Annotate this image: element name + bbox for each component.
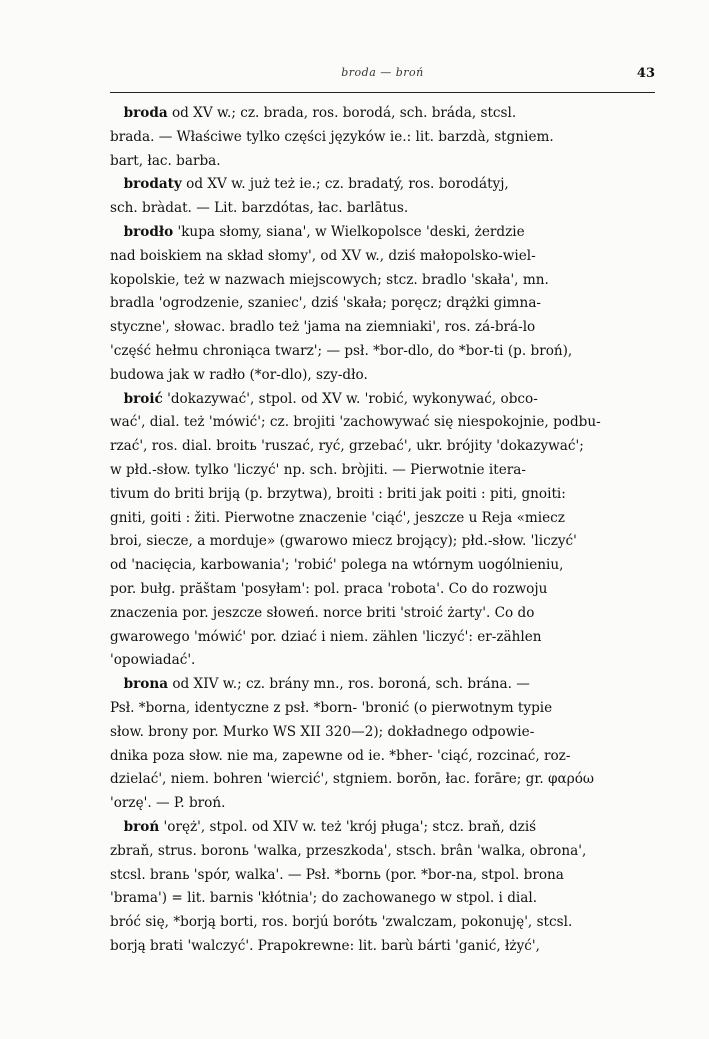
entry-broda [110, 102, 655, 173]
entry-line-text: znaczenia por. jeszcze słoweń. norce briti 'stroić żarty'. Co do [110, 604, 535, 621]
headword: brodło [123, 223, 174, 240]
entry-line-text: nad boiskiem na skład słomy', od XV w., dziś małopolsko-wiel- [110, 247, 536, 264]
entry-line-text: stcsl. branь 'spór, walka'. — Psł. *bornь (por. *bor-na, stpol. brona [110, 866, 564, 883]
entry-line-text: gniti, goiti : žiti. Pierwotne znaczenie 'ciąć', jeszcze u Reja «miecz [110, 509, 565, 526]
entry-line-text: zbraň, strus. boronь 'walka, przeszkoda', stsch. brân 'walka, obrona', [110, 842, 587, 859]
entry-line-text: 'część hełmu chroniąca twarz'; — psł. *bor-dlo, do *bor-ti (p. broń), [110, 342, 573, 359]
entry-line-text: od XV w.; cz. brada, ros. borodá, sch. bráda, stcsl. [167, 105, 517, 121]
entry-line-text: 'kupa słomy, siana', w Wielkopolsce 'deski, żerdzie [173, 223, 525, 240]
entry-line-text: broi, siecze, a morduje» (gwarowo miecz brojący); płd.-słow. 'liczyć' [110, 533, 577, 550]
entry-line-text: brada. — Właściwe tylko części języków ie.: lit. barzdà, stgniem. [110, 128, 554, 145]
headword: broić [123, 390, 163, 407]
running-head [110, 66, 655, 90]
entry-bron [110, 816, 655, 959]
entry-line-text: od XIV w.; cz. brány mn., ros. boroná, sch. brána. — [168, 676, 530, 693]
entry-line-text: budowa jak w radło (*or-dlo), szy-dło. [110, 366, 368, 383]
entry-brodlo [110, 221, 655, 388]
entry-line-text: dzielać', niem. bohren 'wiercić', stgniem. borōn, łac. forāre; gr. φαρόω [110, 771, 594, 788]
entry-line-text: słow. brony por. Murko WS XII 320—2); dokładnego odpowie- [110, 723, 535, 740]
entry-line-text: bart, łac. barba. [110, 152, 221, 169]
entry-line-text: 'brama') = lit. barnis 'kłótnia'; do zachowanego w stpol. i dial. [110, 890, 538, 907]
entry-line-text: borją brati 'walczyć'. Prapokrewne: lit. barù bárti 'ganić, łżyć', [110, 937, 540, 954]
entry-line-text: 'opowiadać'. [110, 652, 196, 669]
entry-line-text: bróć się, *borją borti, ros. borjú borótь 'zwalczam, pokonuję', stcsl. [110, 914, 573, 931]
entry-line-text: gwarowego 'mówić' por. dziać i niem. zählen 'liczyć': er-zählen [110, 628, 542, 645]
entry-line-text: od 'nacięcia, karbowania'; 'robić' polega na wtórnym uogólnieniu, [110, 557, 564, 574]
entry-line-text: wać', dial. też 'mówić'; cz. brojiti 'zachowywać się niespokojnie, podbu- [110, 414, 601, 431]
entry-brona [110, 673, 655, 816]
entry-line-text: tivum do briti briją (p. brzytwa), broiti : briti jak poiti : piti, gnoiti: [110, 485, 566, 502]
entry-line-text: w płd.-słow. tylko 'liczyć' np. sch. bròjiti. — Pierwotnie itera- [110, 461, 526, 478]
entry-line-text: dnika poza słow. nie ma, zapewne od ie. *bher- 'ciąć, rozcinać, roz- [110, 747, 571, 764]
entry-line-text: bradla 'ogrodzenie, szaniec', dziś 'skała; poręcz; drążki gimna- [110, 295, 542, 312]
entry-line-text: 'orzę'. — P. broń. [110, 795, 226, 812]
entry-line-text: kopolskie, też w nazwach miejscowych; stcz. bradlo 'skała', mn. [110, 271, 549, 288]
dictionary-text [110, 102, 655, 959]
running-title: broda — broń [341, 66, 424, 79]
entry-line-text: por. bułg. prăštam 'posyłam': pol. praca 'robota'. Co do rozwoju [110, 580, 548, 597]
headword: broda [123, 105, 168, 121]
entry-line-text: styczne', słowac. bradlo też 'jama na ziemniaki', ros. zá-brá-lo [110, 319, 536, 336]
entry-line-text: sch. bràdat. — Lit. barzdótas, łac. barlātus. [110, 200, 409, 217]
entry-line-text: 'dokazywać', stpol. od XV w. 'robić, wykonywać, obco- [162, 390, 538, 407]
page-number: 43 [636, 66, 655, 81]
headword: broń [123, 818, 160, 835]
entry-line-text: 'oręż', stpol. od XIV w. też 'krój pługa'; stcz. braň, dziś [159, 818, 537, 835]
entry-line-text: rzać', ros. dial. broitь 'ruszać, ryć, grzebać', ukr. brójity 'dokazywać'; [110, 438, 584, 455]
entry-line-text: od XV w. już też ie.; cz. bradatý, ros. borodátyj, [181, 176, 509, 193]
entry-brodaty [110, 173, 655, 221]
entry-broic [110, 388, 655, 674]
entry-line-text: Psł. *borna, identyczne z psł. *born- 'bronić (o pierwotnym typie [110, 699, 553, 716]
headword: brona [123, 676, 169, 693]
header-rule [110, 92, 655, 93]
headword: brodaty [123, 176, 182, 193]
